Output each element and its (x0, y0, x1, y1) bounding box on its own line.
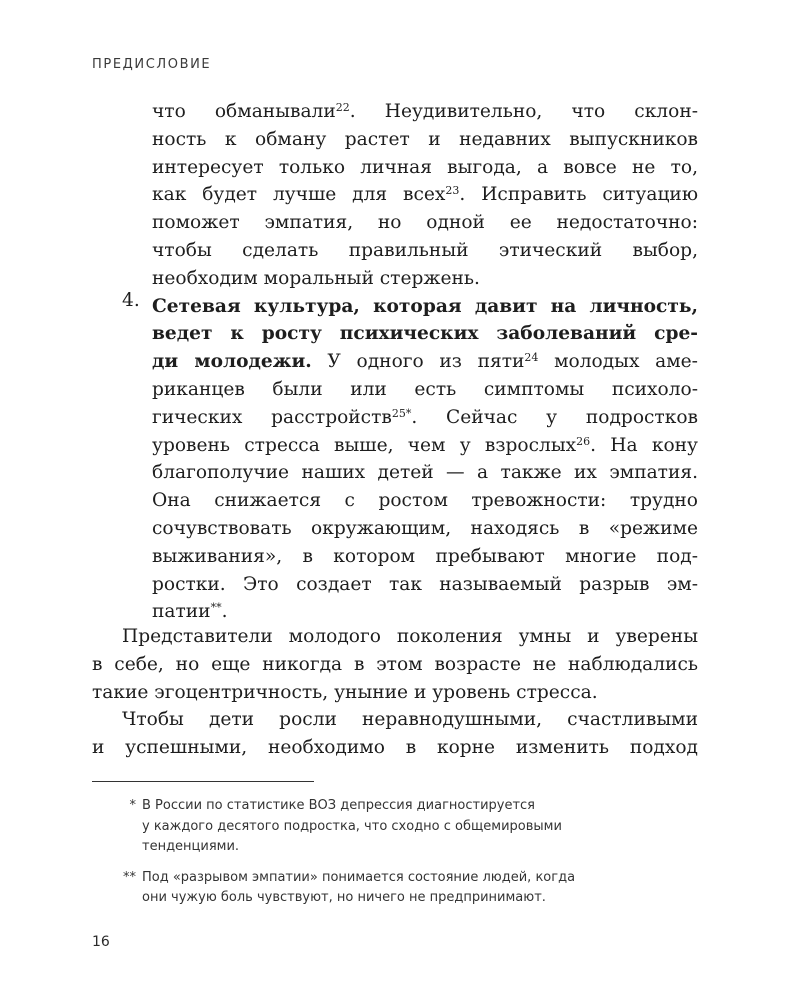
list-item-4-heading: ведет к росту психических заболеваний сре- (152, 323, 698, 345)
text-line: ростки. Это создает так называемый разрыв эм- (152, 573, 698, 595)
list-number: 4. (122, 290, 140, 311)
text-line: Она снижается с ростом тревожности: трудно (152, 490, 698, 512)
text-line: интересует только личная выгода, а вовсе не то, (152, 156, 698, 178)
footnote (92, 868, 698, 909)
text-line: гических расстройств$^{25*}$. Сейчас у подростков (152, 406, 698, 428)
list-item-4-heading: Сетевая культура, которая давит на личность, (152, 295, 698, 317)
body-paragraphs (92, 623, 698, 762)
footnote (92, 796, 698, 858)
text-line: и успешными, необходимо в корне изменить подход (92, 737, 698, 759)
text-line: патии**. (152, 601, 228, 623)
text-line: необходим моральный стержень. (152, 267, 480, 289)
list-continuation (152, 98, 698, 626)
text-line: как будет лучше для всех$^{23}$. Исправить ситуацию (152, 184, 699, 206)
footnotes (92, 796, 698, 919)
footnote-ref: 24 (524, 351, 539, 365)
text-line: ность к обману растет и недавних выпускников (152, 128, 698, 150)
footnote-line: они чужую боль чувствуют, но ничего не предпринимают. (142, 890, 546, 905)
footnote-line: тенденциями. (142, 839, 240, 854)
text-line: в себе, но еще никогда в этом возрасте не наблюдались (92, 653, 698, 675)
footnote-line: у каждого десятого подростка, что сходно с общемировыми (142, 818, 562, 834)
text-line: чтобы сделать правильный этический выбор, (152, 239, 698, 261)
footnote-ref: 23 (445, 184, 460, 198)
text-line: поможет эмпатия, но одной ее недостаточно: (152, 212, 698, 234)
footnote-ref: 26 (576, 434, 591, 448)
text-line: сочувствовать окружающим, находясь в «режиме (152, 517, 698, 539)
page-number: 16 (92, 934, 110, 950)
footnote-line: В России по статистике ВОЗ депрессия диагностируется (142, 798, 536, 813)
running-header: ПРЕДИСЛОВИЕ (92, 57, 212, 72)
footnote-ref: 25* (391, 406, 412, 420)
text-line: Представители молодого поколения умны и уверены (122, 626, 698, 647)
text-line: такие эгоцентричность, уныние и уровень стресса. (92, 681, 598, 703)
footnote-ref: ** (210, 601, 222, 615)
text-line: выживания», в котором пребывают многие под- (152, 545, 698, 567)
text-line: риканцев были или есть симптомы психоло- (152, 378, 698, 400)
footnote-line: Под «разрывом эмпатии» понимается состояние людей, когда (142, 869, 576, 885)
footnote-divider (92, 781, 314, 782)
text-line: Чтобы дети росли неравнодушными, счастливыми (122, 709, 698, 731)
text-line: что обманывали$^{22}$. Неудивительно, что склон- (152, 101, 698, 122)
footnote-mark: ** (123, 869, 136, 885)
text-line: благополучие наших детей — а также их эмпатия. (152, 462, 698, 484)
text-line: уровень стресса выше, чем у взрослых$^{26}$. На кону (152, 434, 699, 456)
footnote-ref: 22 (335, 101, 350, 114)
footnote-mark: * (129, 798, 136, 813)
text-line: ди молодежи. У одного из пяти$^{24}$ молодых аме- (152, 351, 698, 373)
